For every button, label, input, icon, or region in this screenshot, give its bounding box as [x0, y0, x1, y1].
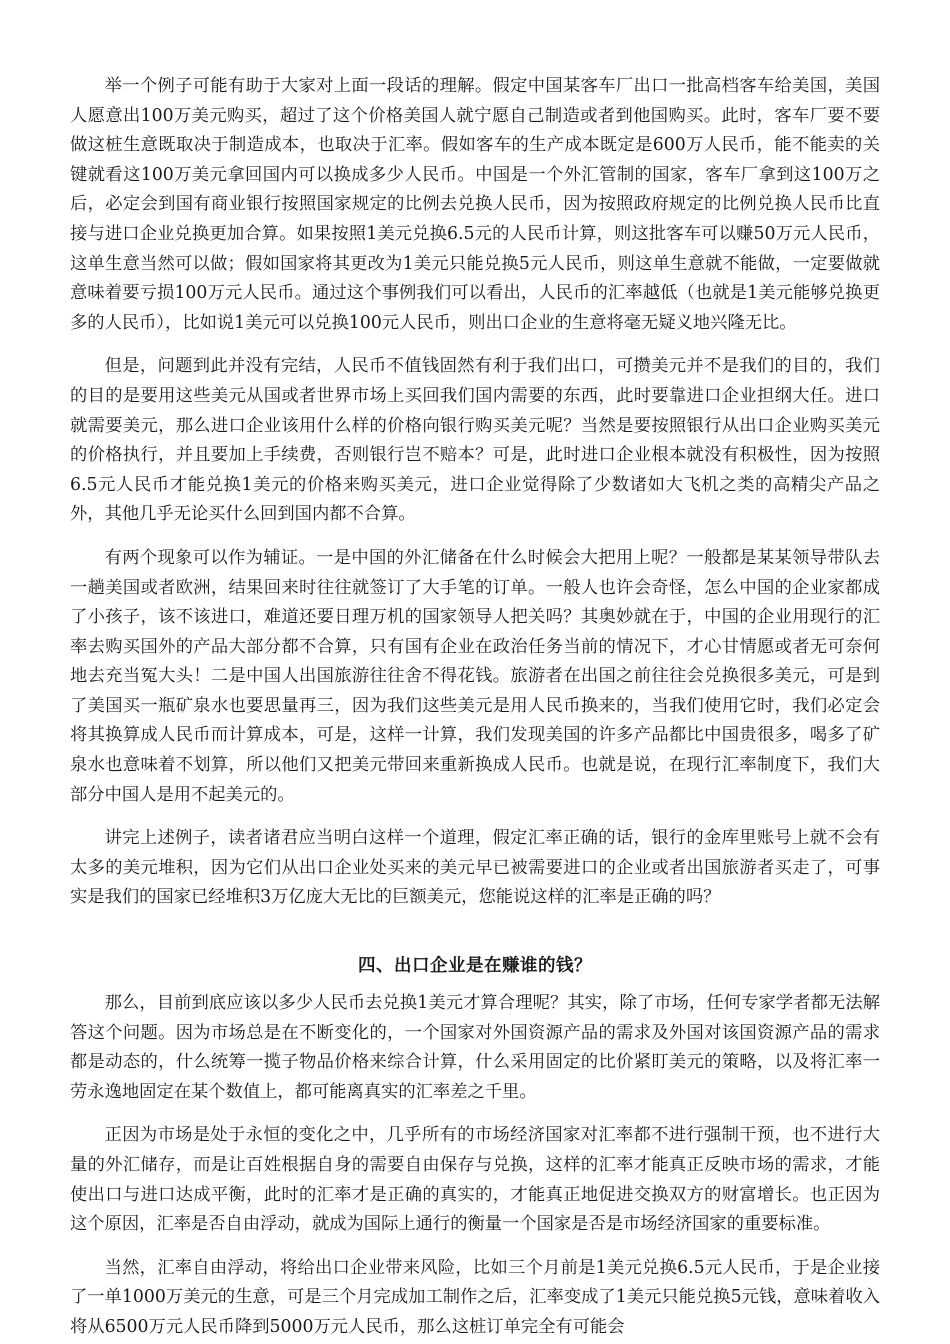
paragraph-import-problem: 但是，问题到此并没有完结，人民币不值钱固然有利于我们出口，可攒美元并不是我们的目的，我们的目的是要用这些美元从国或者世界市场上买回我们国内需要的东西，此时要靠进口企业担纲大任。进口就需要美元，那么进口企业该用什么样的价格向银行购买美元呢？当然是要按照银行从出口企业购买美元的价格执行，并且要加上手续费，否则银行岂不赔本？可是，此时进口企业根本就没有积极性，因为按照6.5元人民币才能兑换1美元的价格来购买美元，进口企业觉得除了少数诸如大飞机之类的高精尖产品之外，其他几乎无论买什么回到国内都不合算。	[70, 356, 880, 525]
paragraph-market-change: 正因为市场是处于永恒的变化之中，几乎所有的市场经济国家对汇率都不进行强制干预，也不进行大量的外汇储存，而是让百姓根据自身的需要自由保存与兑换，这样的汇率才能真正反映市场的需求，才能使出口与进口达成平衡，此时的汇率才是正确的真实的，才能真正地促进交换双方的财富增长。也正因为这个原因，汇率是否自由浮动，就成为国际上通行的衡量一个国家是否是市场经济国家的重要标准。	[70, 1125, 880, 1235]
section-heading: 四、出口企业是在赚谁的钱？	[358, 956, 592, 977]
paragraph-two-phenomena: 有两个现象可以作为辅证。一是中国的外汇储备在什么时候会大把用上呢？一般都是某某领导带队去一趟美国或者欧洲，结果回来时往往就签订了大手笔的订单。一般人也许会奇怪，怎么中国的企业家都成了小孩子，该不该进口，难道还要日理万机的国家领导人把关吗？其奥妙就在于，中国的企业用现行的汇率去购买国外的产品大部分都不合算，只有国有企业在政治任务当前的情况下，才心甘情愿或者无可奈何地去充当冤大头！二是中国人出国旅游往往舍不得花钱。旅游者在出国之前往往会兑换很多美元，可是到了美国买一瓶矿泉水也要思量再三，因为我们这些美元是用人民币换来的，当我们使用它时，我们必定会将其换算成人民币而计算成本，可是，这样一计算，我们发现美国的许多产品都比中国贵很多，喝多了矿泉水也意味着不划算，所以他们又把美元带回来重新换成人民币。也就是说，在现行汇率制度下，我们大部分中国人是用不起美元的。	[70, 547, 880, 805]
paragraph-example-bus-export: 举一个例子可能有助于大家对上面一段话的理解。假定中国某客车厂出口一批高档客车给美国，美国人愿意出100万美元购买，超过了这个价格美国人就宁愿自己制造或者到他国购买。此时，客车厂要不要做这桩生意既取决于制造成本，也取决于汇率。假如客车的生产成本既定是600万人民币，能不能卖的关键就看这100万美元拿回国内可以换成多少人民币。中国是一个外汇管制的国家，客车厂拿到这100万之后，必定会到国有商业银行按照国家规定的比例去兑换人民币，因为按照政府规定的比例兑换人民币比直接与进口企业兑换更加合算。如果按照1美元兑换6.5元的人民币计算，则这批客车可以赚50万元人民币，这单生意当然可以做；假如国家将其更改为1美元只能兑换5元人民币，则这单生意就不能做，一定要做就意味着要亏损100万元人民币。通过这个事例我们可以看出，人民币的汇率越低（也就是1美元能够兑换更多的人民币），比如说1美元可以兑换100元人民币，则出口企业的生意将毫无疑义地兴隆无比。	[70, 76, 880, 333]
paragraph-reasonable-rate: 那么，目前到底应该以多少人民币去兑换1美元才算合理呢？其实，除了市场，任何专家学者都无法解答这个问题。因为市场总是在不断变化的，一个国家对外国资源产品的需求及外国对该国资源产品的需求都是动态的，什么统筹一揽子物品价格来综合计算，什么采用固定的比价紧盯美元的策略，以及将汇率一劳永逸地固定在某个数值上，都可能离真实的汇率差之千里。	[70, 993, 880, 1102]
paragraph-floating-risk: 当然，汇率自由浮动，将给出口企业带来风险，比如三个月前是1美元兑换6.5元人民币，于是企业接了一单1000万美元的生意，可是三个月完成加工制作之后，汇率变成了1美元只能兑换5元钱，意味着收入将从6500万元人民币降到5000万元人民币，那么这桩订单完全有可能会	[70, 1257, 880, 1337]
paragraph-conclusion: 讲完上述例子，读者诸君应当明白这样一个道理，假定汇率正确的话，银行的金库里账号上就不会有太多的美元堆积，因为它们从出口企业处买来的美元早已被需要进口的企业或者出国旅游者买走了，可事实是我们的国家已经堆积3万亿庞大无比的巨额美元，您能说这样的汇率是正确的吗？	[70, 828, 880, 908]
